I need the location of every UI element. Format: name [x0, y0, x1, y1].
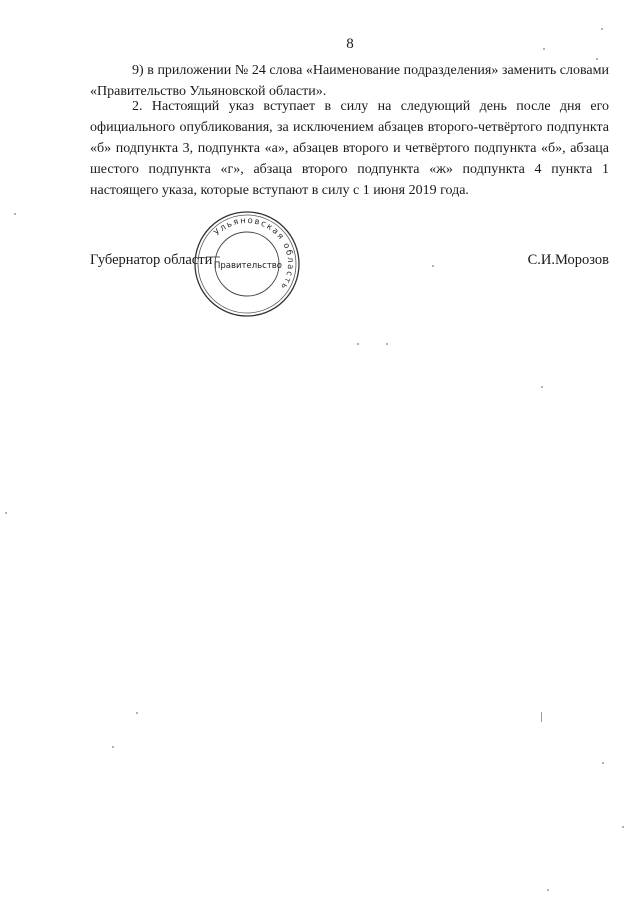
scan-speck — [357, 343, 359, 345]
scan-speck — [543, 48, 545, 50]
scan-speck — [5, 512, 7, 514]
seal-ring-text: Ульяновская область — [212, 215, 296, 293]
paragraph-text: 2. Настоящий указ вступает в силу на следующий день после дня его официального опубликования, за исключением абзацев второго-четвёртого подпункта «б» подпункта 3, подпункта «а», абзацев второго и четвёртого подпункта «б», абзаца шестого подпункта «г», абзаца второго подпункта «ж» подпункта 4 пункта 1 настоящего указа, которые вступают в силу с 1 июня 2019 года. — [90, 99, 609, 198]
paragraph-text: 9) в приложении № 24 слова «Наименование подразделения» заменить словами «Правительство Ульяновской области». — [90, 63, 609, 99]
scan-speck — [541, 712, 542, 722]
signatory-position: Губернатор области — [90, 252, 213, 268]
scan-speck — [112, 746, 114, 748]
scan-speck — [136, 712, 138, 714]
signatory-name: С.И.Морозов — [527, 252, 609, 268]
seal-center-text: Правительство — [214, 261, 282, 271]
svg-text:Ульяновская область — [212, 216, 295, 292]
paragraph-effective-date — [90, 96, 609, 201]
page-number: 8 — [346, 36, 354, 52]
scan-speck — [386, 343, 388, 345]
scan-speck — [541, 386, 543, 388]
scan-speck — [602, 762, 604, 764]
scan-speck — [601, 28, 603, 30]
scan-speck — [622, 826, 624, 828]
scan-speck — [14, 213, 16, 215]
official-seal-stamp — [192, 209, 302, 319]
scan-speck — [596, 58, 598, 60]
scan-speck — [547, 889, 549, 891]
scan-speck — [432, 265, 434, 267]
